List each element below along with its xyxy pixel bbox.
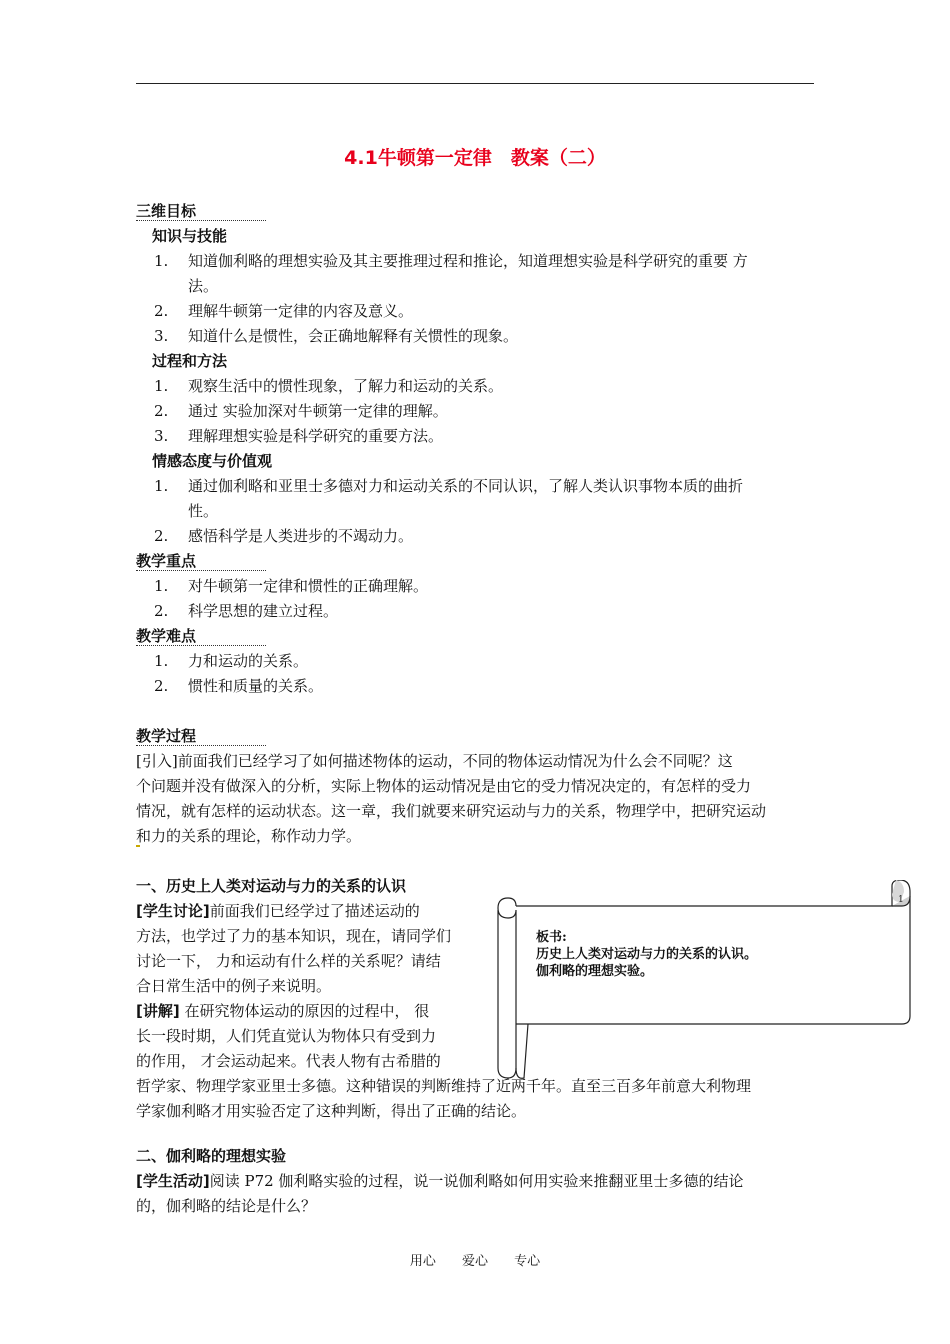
- list-num: 1.: [154, 652, 169, 670]
- page-footer: 用心 爱心 专心: [409, 1254, 541, 1269]
- discuss-line: 讨论一下， 力和运动有什么样的关系呢？请结: [136, 952, 441, 970]
- intro-paragraph-line: [引入]前面我们已经学习了如何描述物体的运动，不同的物体运动情况为什么会不同呢？这: [136, 752, 733, 770]
- process-heading: 过程和方法: [152, 352, 228, 370]
- list-num: 3.: [154, 427, 169, 445]
- list-item: 观察生活中的惯性现象，了解力和运动的关系。: [188, 377, 504, 395]
- teaching-process-heading: 教学过程: [136, 726, 266, 746]
- list-num: 2.: [154, 527, 169, 545]
- intro-paragraph-line: 情况，就有怎样的运动状态。这一章，我们就要来研究运动与力的关系，物理学中，把研究运动: [136, 802, 767, 820]
- explain-line: 哲学家、物理学家亚里士多德。这种错误的判断维持了近两千年。直至三百多年前意大利物理: [136, 1077, 752, 1095]
- header-rule: [136, 83, 814, 84]
- list-item: 理解牛顿第一定律的内容及意义。: [188, 302, 414, 320]
- list-num: 1.: [154, 477, 169, 495]
- knowledge-heading: 知识与技能: [152, 227, 228, 245]
- list-item: 法。: [188, 277, 219, 295]
- list-item: 知道什么是惯性，会正确地解释有关惯性的现象。: [188, 327, 519, 345]
- list-num: 2.: [154, 602, 169, 620]
- list-item: 对牛顿第一定律和惯性的正确理解。: [188, 577, 429, 595]
- list-item: 理解理想实验是科学研究的重要方法。: [188, 427, 444, 445]
- difficult-points-heading: 教学难点: [136, 626, 266, 646]
- list-item: 通过伽利略和亚里士多德对力和运动关系的不同认识，了解人类认识事物本质的曲折: [188, 477, 744, 495]
- list-item: 惯性和质量的关系。: [188, 677, 324, 695]
- list-num: 1.: [154, 252, 169, 270]
- board-line: 伽利略的理想实验。: [536, 964, 654, 979]
- key-points-heading: 教学重点: [136, 551, 266, 571]
- activity-line: 的，伽利略的结论是什么？: [136, 1197, 317, 1215]
- svg-text:1: 1: [898, 895, 904, 905]
- goals-heading: 三维目标: [136, 201, 266, 221]
- explain-line: 学家伽利略才用实验否定了这种判断，得出了正确的结论。: [136, 1102, 527, 1120]
- list-num: 3.: [154, 327, 169, 345]
- list-num: 1.: [154, 577, 169, 595]
- list-item: 力和运动的关系。: [188, 652, 309, 670]
- board-label: 板书:: [536, 930, 567, 945]
- mark-dot: [136, 845, 140, 847]
- list-item: 知道伽利略的理想实验及其主要推理过程和推论，知道理想实验是科学研究的重要 方: [188, 252, 748, 270]
- board-scroll-shape: [494, 880, 914, 1080]
- explain-line: 长一段时期，人们凭直觉认为物体只有受到力: [136, 1027, 437, 1045]
- section-two-heading: 二、伽利略的理想实验: [136, 1147, 287, 1165]
- board-notes: [536, 929, 757, 980]
- list-num: 2.: [154, 402, 169, 420]
- list-num: 2.: [154, 302, 169, 320]
- activity-line: [学生活动]阅读 P72 伽利略实验的过程，说一说伽利略如何用实验来推翻亚里士多德的结论: [136, 1172, 744, 1190]
- page-title: 4.1牛顿第一定律 教案（二）: [344, 147, 606, 169]
- list-item: 性。: [188, 502, 219, 520]
- discuss-line: 方法，也学过了力的基本知识，现在，请同学们: [136, 927, 452, 945]
- list-item: 通过 实验加深对牛顿第一定律的理解。: [188, 402, 448, 420]
- list-item: 感悟科学是人类进步的不竭动力。: [188, 527, 414, 545]
- discuss-line: [学生讨论]前面我们已经学过了描述运动的: [136, 902, 420, 920]
- board-line: 历史上人类对运动与力的关系的认识。: [536, 947, 758, 962]
- list-num: 1.: [154, 377, 169, 395]
- list-item: 科学思想的建立过程。: [188, 602, 339, 620]
- intro-paragraph-line: 和力的关系的理论，称作动力学。: [136, 827, 362, 845]
- section-one-heading: 一、历史上人类对运动与力的关系的认识: [136, 877, 407, 895]
- explain-line: 的作用， 才会运动起来。代表人物有古希腊的: [136, 1052, 441, 1070]
- discuss-line: 合日常生活中的例子来说明。: [136, 977, 332, 995]
- explain-line: [讲解] 在研究物体运动的原因的过程中， 很: [136, 1002, 430, 1020]
- list-num: 2.: [154, 677, 169, 695]
- emotion-heading: 情感态度与价值观: [152, 452, 273, 470]
- intro-paragraph-line: 个问题并没有做深入的分析，实际上物体的运动情况是由它的受力情况决定的，有怎样的受力: [136, 777, 752, 795]
